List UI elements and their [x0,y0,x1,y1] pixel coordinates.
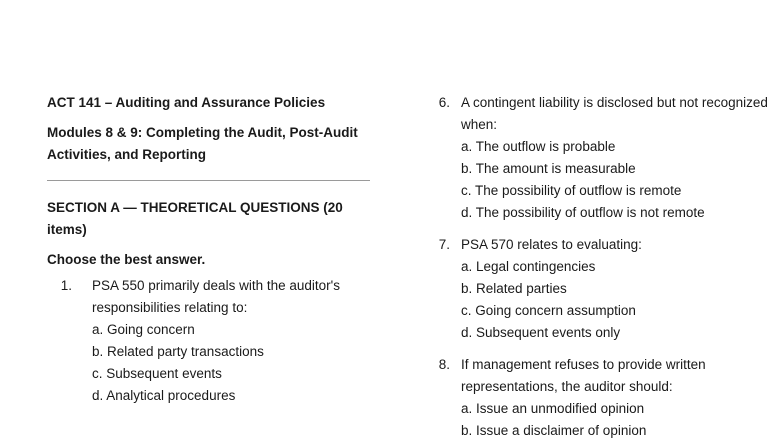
modules-title: Modules 8 & 9: Completing the Audit, Post-Audit Activities, and Reporting [47,125,358,162]
choice-a: a. Legal contingencies [461,259,596,274]
choice-c: c. Subsequent events [92,366,222,381]
choice-b: b. The amount is measurable [461,161,636,176]
choice-a: a. The outflow is probable [461,139,616,154]
question-stem: If management refuses to provide written representations, the auditor should: [461,357,706,394]
question-body [461,234,768,344]
question-7 [438,234,768,344]
choice-c: c. The possibility of outflow is remote [461,183,682,198]
question-stem: PSA 570 relates to evaluating: [461,237,642,252]
left-column [47,92,377,407]
question-6 [438,92,768,224]
course-title: ACT 141 – Auditing and Assurance Policies [47,95,326,110]
choice-d: d. Subsequent events only [461,325,621,340]
question-number: 7. [438,237,450,252]
section-title: SECTION A — THEORETICAL QUESTIONS (20 items) [47,200,343,237]
choice-c: c. Going concern assumption [461,303,636,318]
choice-d: d. The possibility of outflow is not remote [461,205,705,220]
right-column [438,92,768,442]
choice-b: b. Related party transactions [92,344,264,359]
horizontal-divider [47,180,370,181]
instruction-text: Choose the best answer. [47,252,206,267]
choice-b: b. Issue a disclaimer of opinion [461,423,647,438]
question-body [461,92,768,224]
question-1 [47,275,377,407]
question-8 [438,354,768,442]
question-spacer [438,224,768,234]
question-body [461,354,768,442]
choice-d: d. Analytical procedures [92,388,236,403]
question-number: 6. [438,95,450,110]
choice-a: a. Issue an unmodified opinion [461,401,645,416]
choice-b: b. Related parties [461,281,567,296]
question-spacer [438,344,768,354]
question-stem: PSA 550 primarily deals with the auditor's responsibilities relating to: [92,278,340,315]
question-number: 1. [60,278,72,293]
choice-a: a. Going concern [92,322,195,337]
question-number: 8. [438,357,450,372]
question-stem: A contingent liability is disclosed but not recognized when: [461,95,768,132]
question-body [92,275,377,407]
